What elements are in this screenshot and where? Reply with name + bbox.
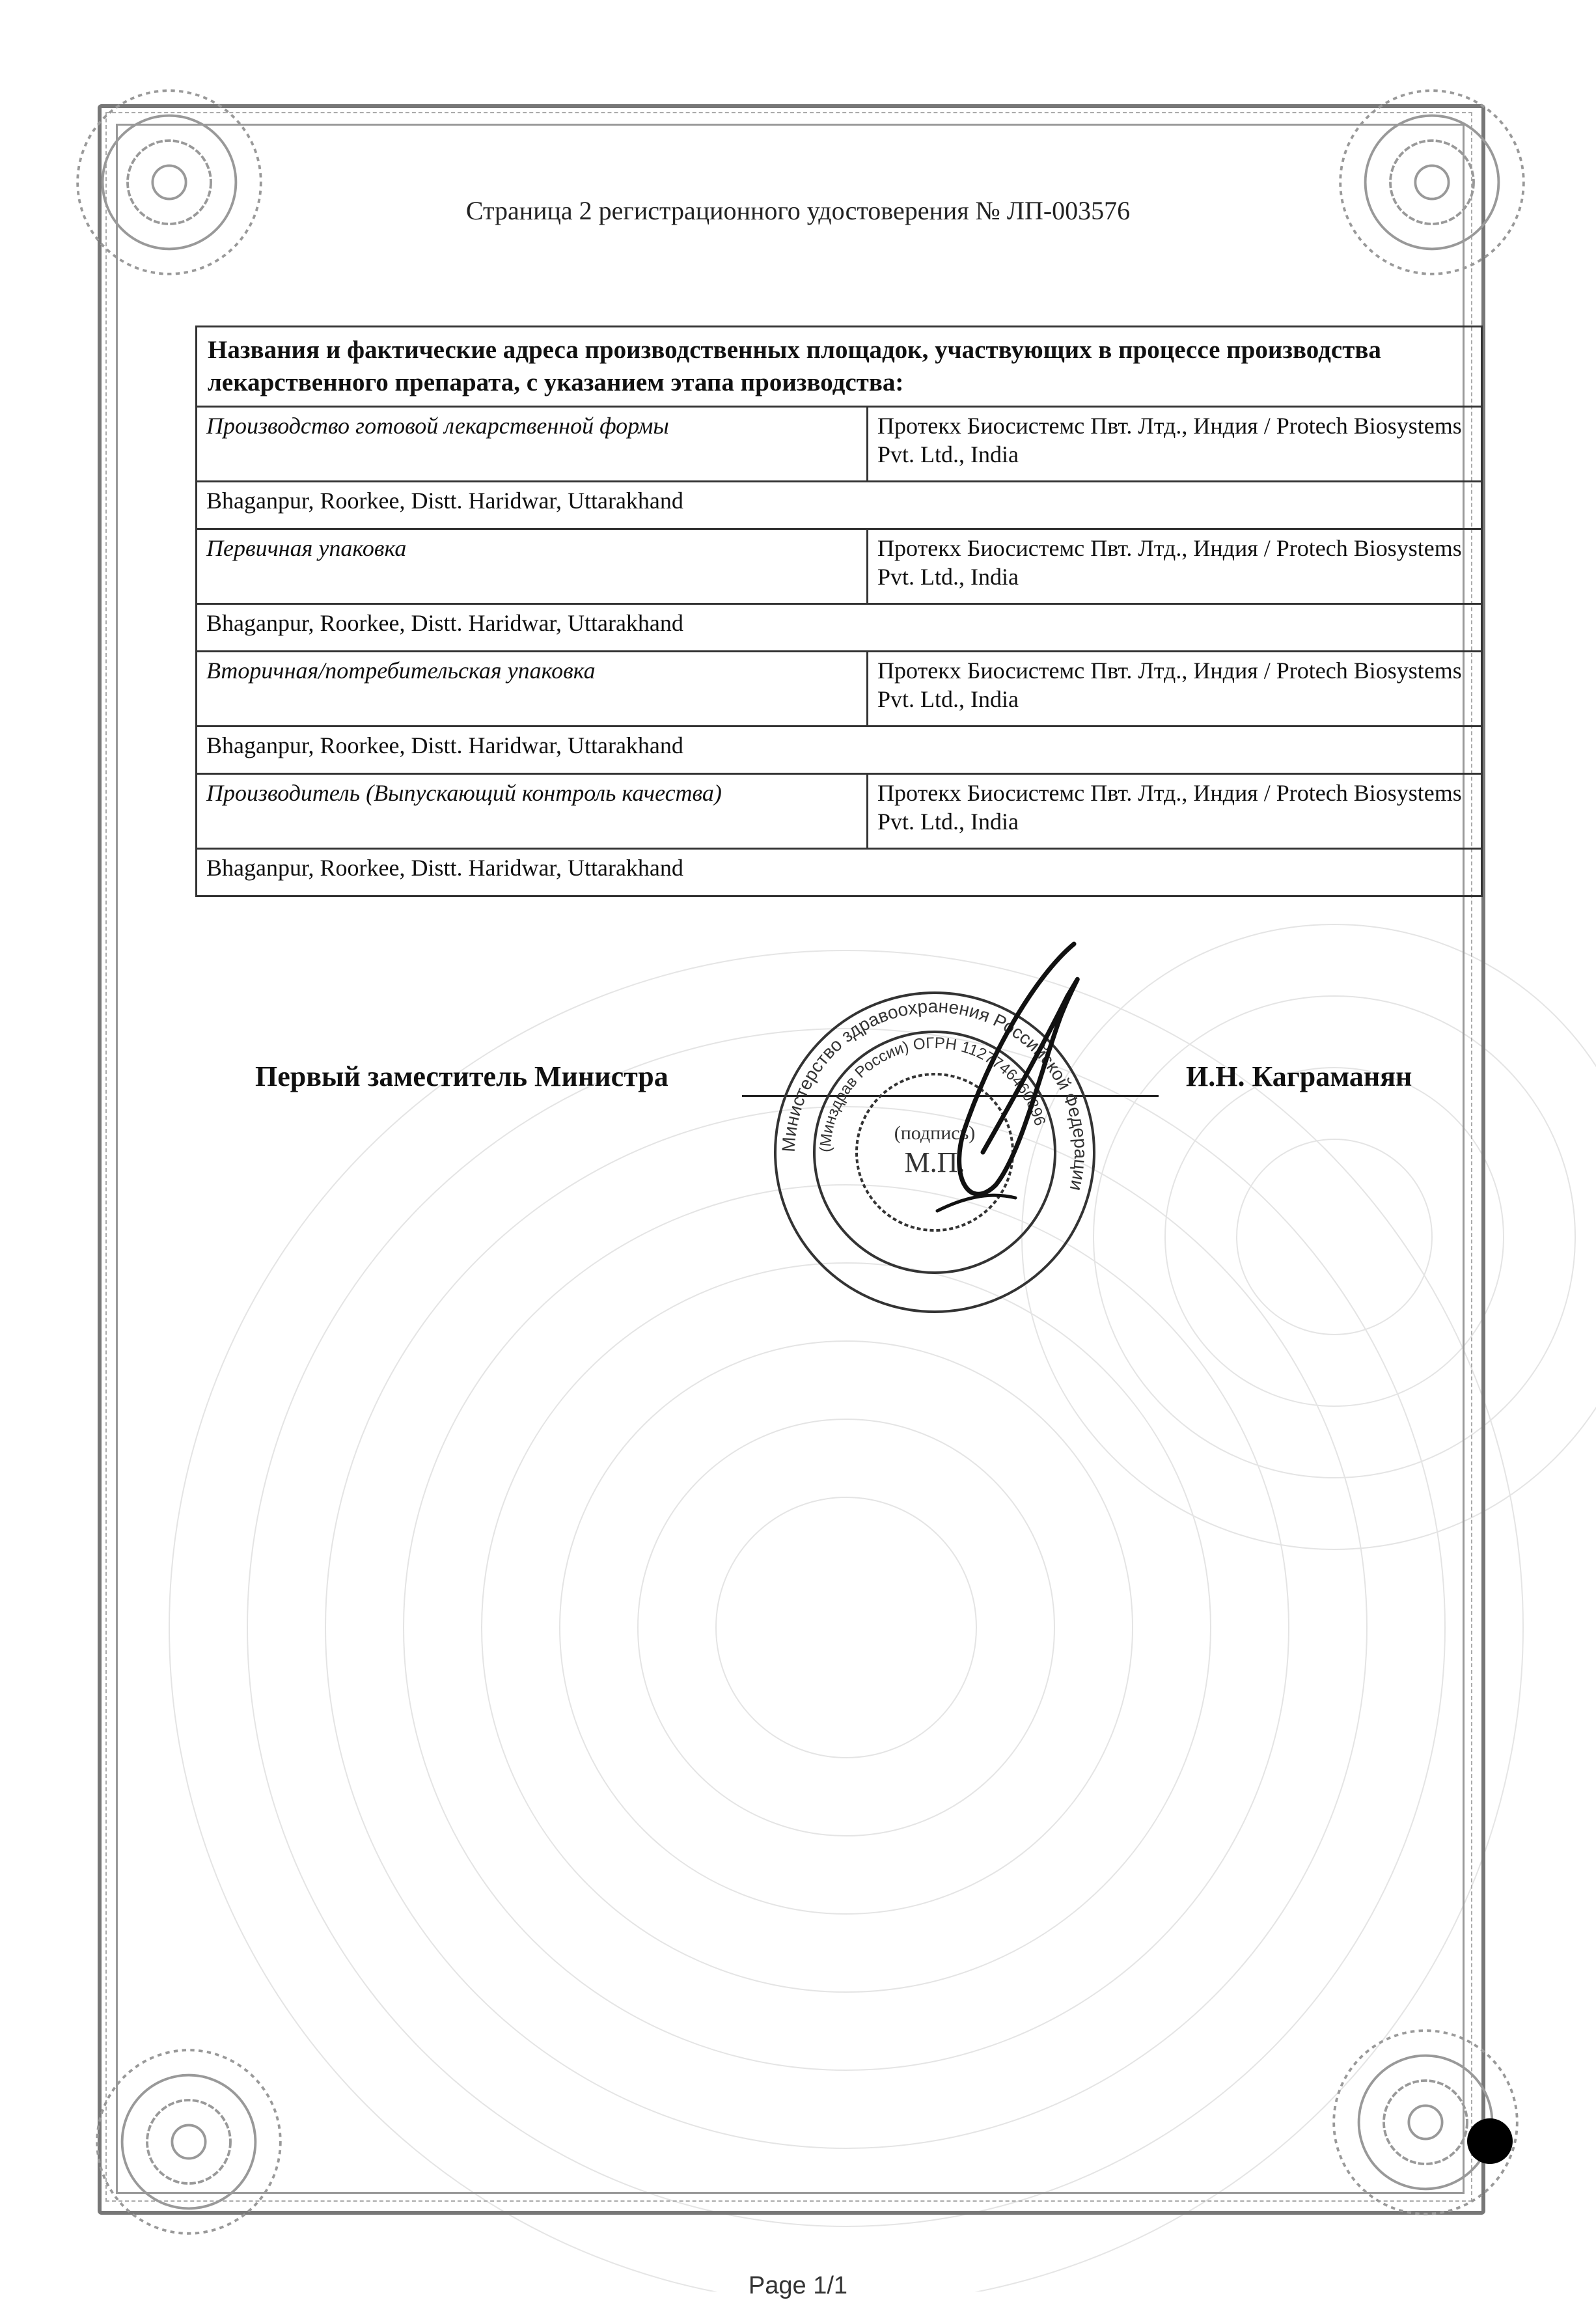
handwritten-signature-icon (879, 937, 1100, 1263)
svg-text:(Минздрав России) ОГРН 1127746: (Минздрав России) ОГРН 1127746460896 (816, 1034, 1049, 1153)
signatory-title: Первый заместитель Министра (255, 1060, 668, 1092)
table-row (197, 849, 1482, 896)
site-address: Bhaganpur, Roorkee, Distt. Haridwar, Uttarakhand (197, 604, 1482, 652)
svg-text:М.П.: М.П. (904, 1146, 965, 1178)
corner-rosette-icon (85, 2038, 293, 2246)
site-address: Bhaganpur, Roorkee, Distt. Haridwar, Uttarakhand (197, 849, 1482, 896)
production-stage: Производство готовой лекарственной формы (197, 407, 868, 482)
corner-rosette-icon (65, 78, 273, 286)
page-number: Page 1/1 (748, 2272, 848, 2299)
punch-hole-mark (1467, 2118, 1513, 2164)
manufacturer-name: Протекх Биосистемс Пвт. Лтд., Индия / Protech Biosystems Pvt. Ltd., India (868, 407, 1482, 482)
table-row (197, 727, 1482, 774)
production-stage: Вторичная/потребительская упаковка (197, 652, 868, 727)
table-row (197, 529, 1482, 604)
production-stage: Производитель (Выпускающий контроль качества) (197, 774, 868, 849)
table-row (197, 652, 1482, 727)
production-stage: Первичная упаковка (197, 529, 868, 604)
table-row (197, 604, 1482, 652)
signatory-name: И.Н. Каграманян (1186, 1060, 1412, 1092)
page-header: Страница 2 регистрационного удостоверения № ЛП-003576 (465, 196, 1131, 225)
table-row (197, 482, 1482, 529)
svg-text:Министерство здравоохранения Р: Министерство здравоохранения Российской Федерации (778, 995, 1092, 1193)
manufacturer-name: Протекх Биосистемс Пвт. Лтд., Индия / Protech Biosystems Pvt. Ltd., India (868, 774, 1482, 849)
table-heading: Названия и фактические адреса производственных площадок, участвующих в процессе производства лекарственного препарата, с указанием этапа производства: (197, 327, 1482, 407)
svg-text:(подпись): (подпись) (894, 1122, 976, 1144)
table-row (197, 774, 1482, 849)
table-heading-row (197, 327, 1482, 407)
corner-rosette-icon (1328, 78, 1536, 286)
site-address: Bhaganpur, Roorkee, Distt. Haridwar, Uttarakhand (197, 482, 1482, 529)
production-sites-table (195, 326, 1483, 897)
table-row (197, 407, 1482, 482)
manufacturer-name: Протекх Биосистемс Пвт. Лтд., Индия / Protech Biosystems Pvt. Ltd., India (868, 529, 1482, 604)
site-address: Bhaganpur, Roorkee, Distt. Haridwar, Uttarakhand (197, 727, 1482, 774)
manufacturer-name: Протекх Биосистемс Пвт. Лтд., Индия / Protech Biosystems Pvt. Ltd., India (868, 652, 1482, 727)
